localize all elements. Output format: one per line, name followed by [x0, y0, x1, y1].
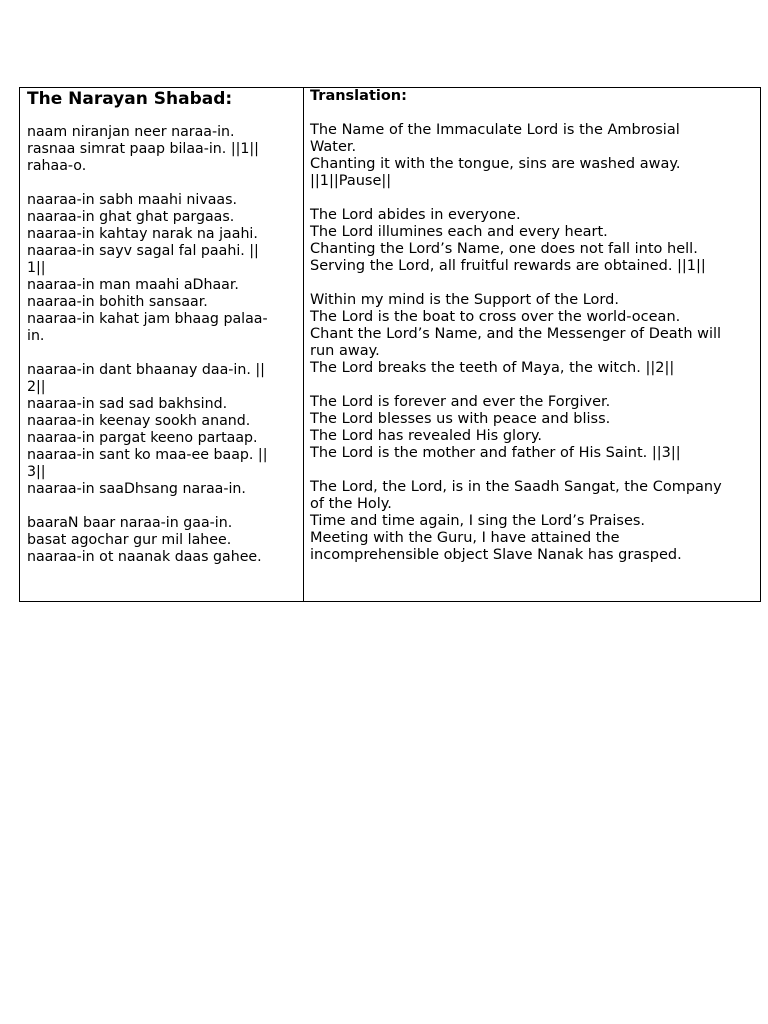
- translation-line: The Name of the Immaculate Lord is the Ambrosial: [310, 122, 680, 138]
- translation-line: of the Holy.: [310, 496, 392, 512]
- translation-line: Serving the Lord, all fruitful rewards are obtained. ||1||: [310, 258, 706, 274]
- transliteration-line: naaraa-in sad sad bakhsind.: [27, 396, 228, 412]
- transliteration-stanza: [27, 192, 297, 345]
- transliteration-line: naaraa-in saaDhsang naraa-in.: [27, 481, 246, 497]
- transliteration-stanza: [27, 362, 297, 498]
- translation-line: The Lord has revealed His glory.: [310, 428, 543, 444]
- transliteration-line: naaraa-in kahat jam bhaag palaa-: [27, 311, 268, 327]
- transliteration-line: naaraa-in man maahi aDhaar.: [27, 277, 239, 293]
- transliteration-line: 1||: [27, 260, 46, 276]
- transliteration-line: naaraa-in dant bhaanay daa-in. ||: [27, 362, 265, 378]
- transliteration-text: [27, 124, 297, 566]
- translation-stanza: [310, 479, 754, 564]
- transliteration-line: naaraa-in sayv sagal fal paahi. ||: [27, 243, 259, 259]
- transliteration-line: rasnaa simrat paap bilaa-in. ||1||: [27, 141, 259, 157]
- transliteration-column: [20, 88, 304, 601]
- transliteration-line: 3||: [27, 464, 46, 480]
- translation-line: The Lord is forever and ever the Forgiver.: [310, 394, 611, 410]
- shabad-table: [19, 87, 761, 602]
- transliteration-line: basat agochar gur mil lahee.: [27, 532, 232, 548]
- transliteration-line: baaraN baar naraa-in gaa-in.: [27, 515, 233, 531]
- translation-line: ||1||Pause||: [310, 173, 392, 189]
- transliteration-line: naaraa-in ghat ghat pargaas.: [27, 209, 235, 225]
- transliteration-line: naam niranjan neer naraa-in.: [27, 124, 235, 140]
- transliteration-line: naaraa-in bohith sansaar.: [27, 294, 208, 310]
- translation-line: run away.: [310, 343, 380, 359]
- translation-line: Chanting the Lord’s Name, one does not fall into hell.: [310, 241, 698, 257]
- translation-line: Chant the Lord’s Name, and the Messenger of Death will: [310, 326, 722, 342]
- transliteration-line: naaraa-in keenay sookh anand.: [27, 413, 251, 429]
- translation-line: Time and time again, I sing the Lord’s Praises.: [310, 513, 646, 529]
- transliteration-line: naaraa-in ot naanak daas gahee.: [27, 549, 262, 565]
- translation-column: [304, 88, 760, 601]
- translation-line: Within my mind is the Support of the Lord.: [310, 292, 619, 308]
- translation-line: The Lord illumines each and every heart.: [310, 224, 608, 240]
- translation-line: The Lord is the mother and father of His Saint. ||3||: [310, 445, 681, 461]
- translation-stanza: [310, 122, 754, 190]
- translation-text: [310, 122, 754, 564]
- translation-line: Chanting it with the tongue, sins are washed away.: [310, 156, 681, 172]
- translation-stanza: [310, 394, 754, 462]
- transliteration-line: naaraa-in sant ko maa-ee baap. ||: [27, 447, 268, 463]
- translation-line: The Lord abides in everyone.: [310, 207, 521, 223]
- translation-line: Water.: [310, 139, 357, 155]
- translation-stanza: [310, 207, 754, 275]
- translation-line: incomprehensible object Slave Nanak has grasped.: [310, 547, 682, 563]
- transliteration-stanza: [27, 124, 297, 175]
- transliteration-stanza: [27, 515, 297, 566]
- translation-line: Meeting with the Guru, I have attained the: [310, 530, 620, 546]
- transliteration-line: naaraa-in kahtay narak na jaahi.: [27, 226, 258, 242]
- translation-stanza: [310, 292, 754, 377]
- transliteration-line: 2||: [27, 379, 46, 395]
- transliteration-line: rahaa-o.: [27, 158, 87, 174]
- transliteration-line: naaraa-in sabh maahi nivaas.: [27, 192, 238, 208]
- translation-line: The Lord, the Lord, is in the Saadh Sangat, the Company: [310, 479, 722, 495]
- translation-line: The Lord breaks the teeth of Maya, the witch. ||2||: [310, 360, 675, 376]
- transliteration-line: in.: [27, 328, 45, 344]
- transliteration-line: naaraa-in pargat keeno partaap.: [27, 430, 258, 446]
- shabad-title: The Narayan Shabad:: [27, 89, 233, 109]
- translation-heading: Translation:: [310, 88, 407, 104]
- translation-line: The Lord blesses us with peace and bliss.: [310, 411, 611, 427]
- translation-line: The Lord is the boat to cross over the world-ocean.: [310, 309, 681, 325]
